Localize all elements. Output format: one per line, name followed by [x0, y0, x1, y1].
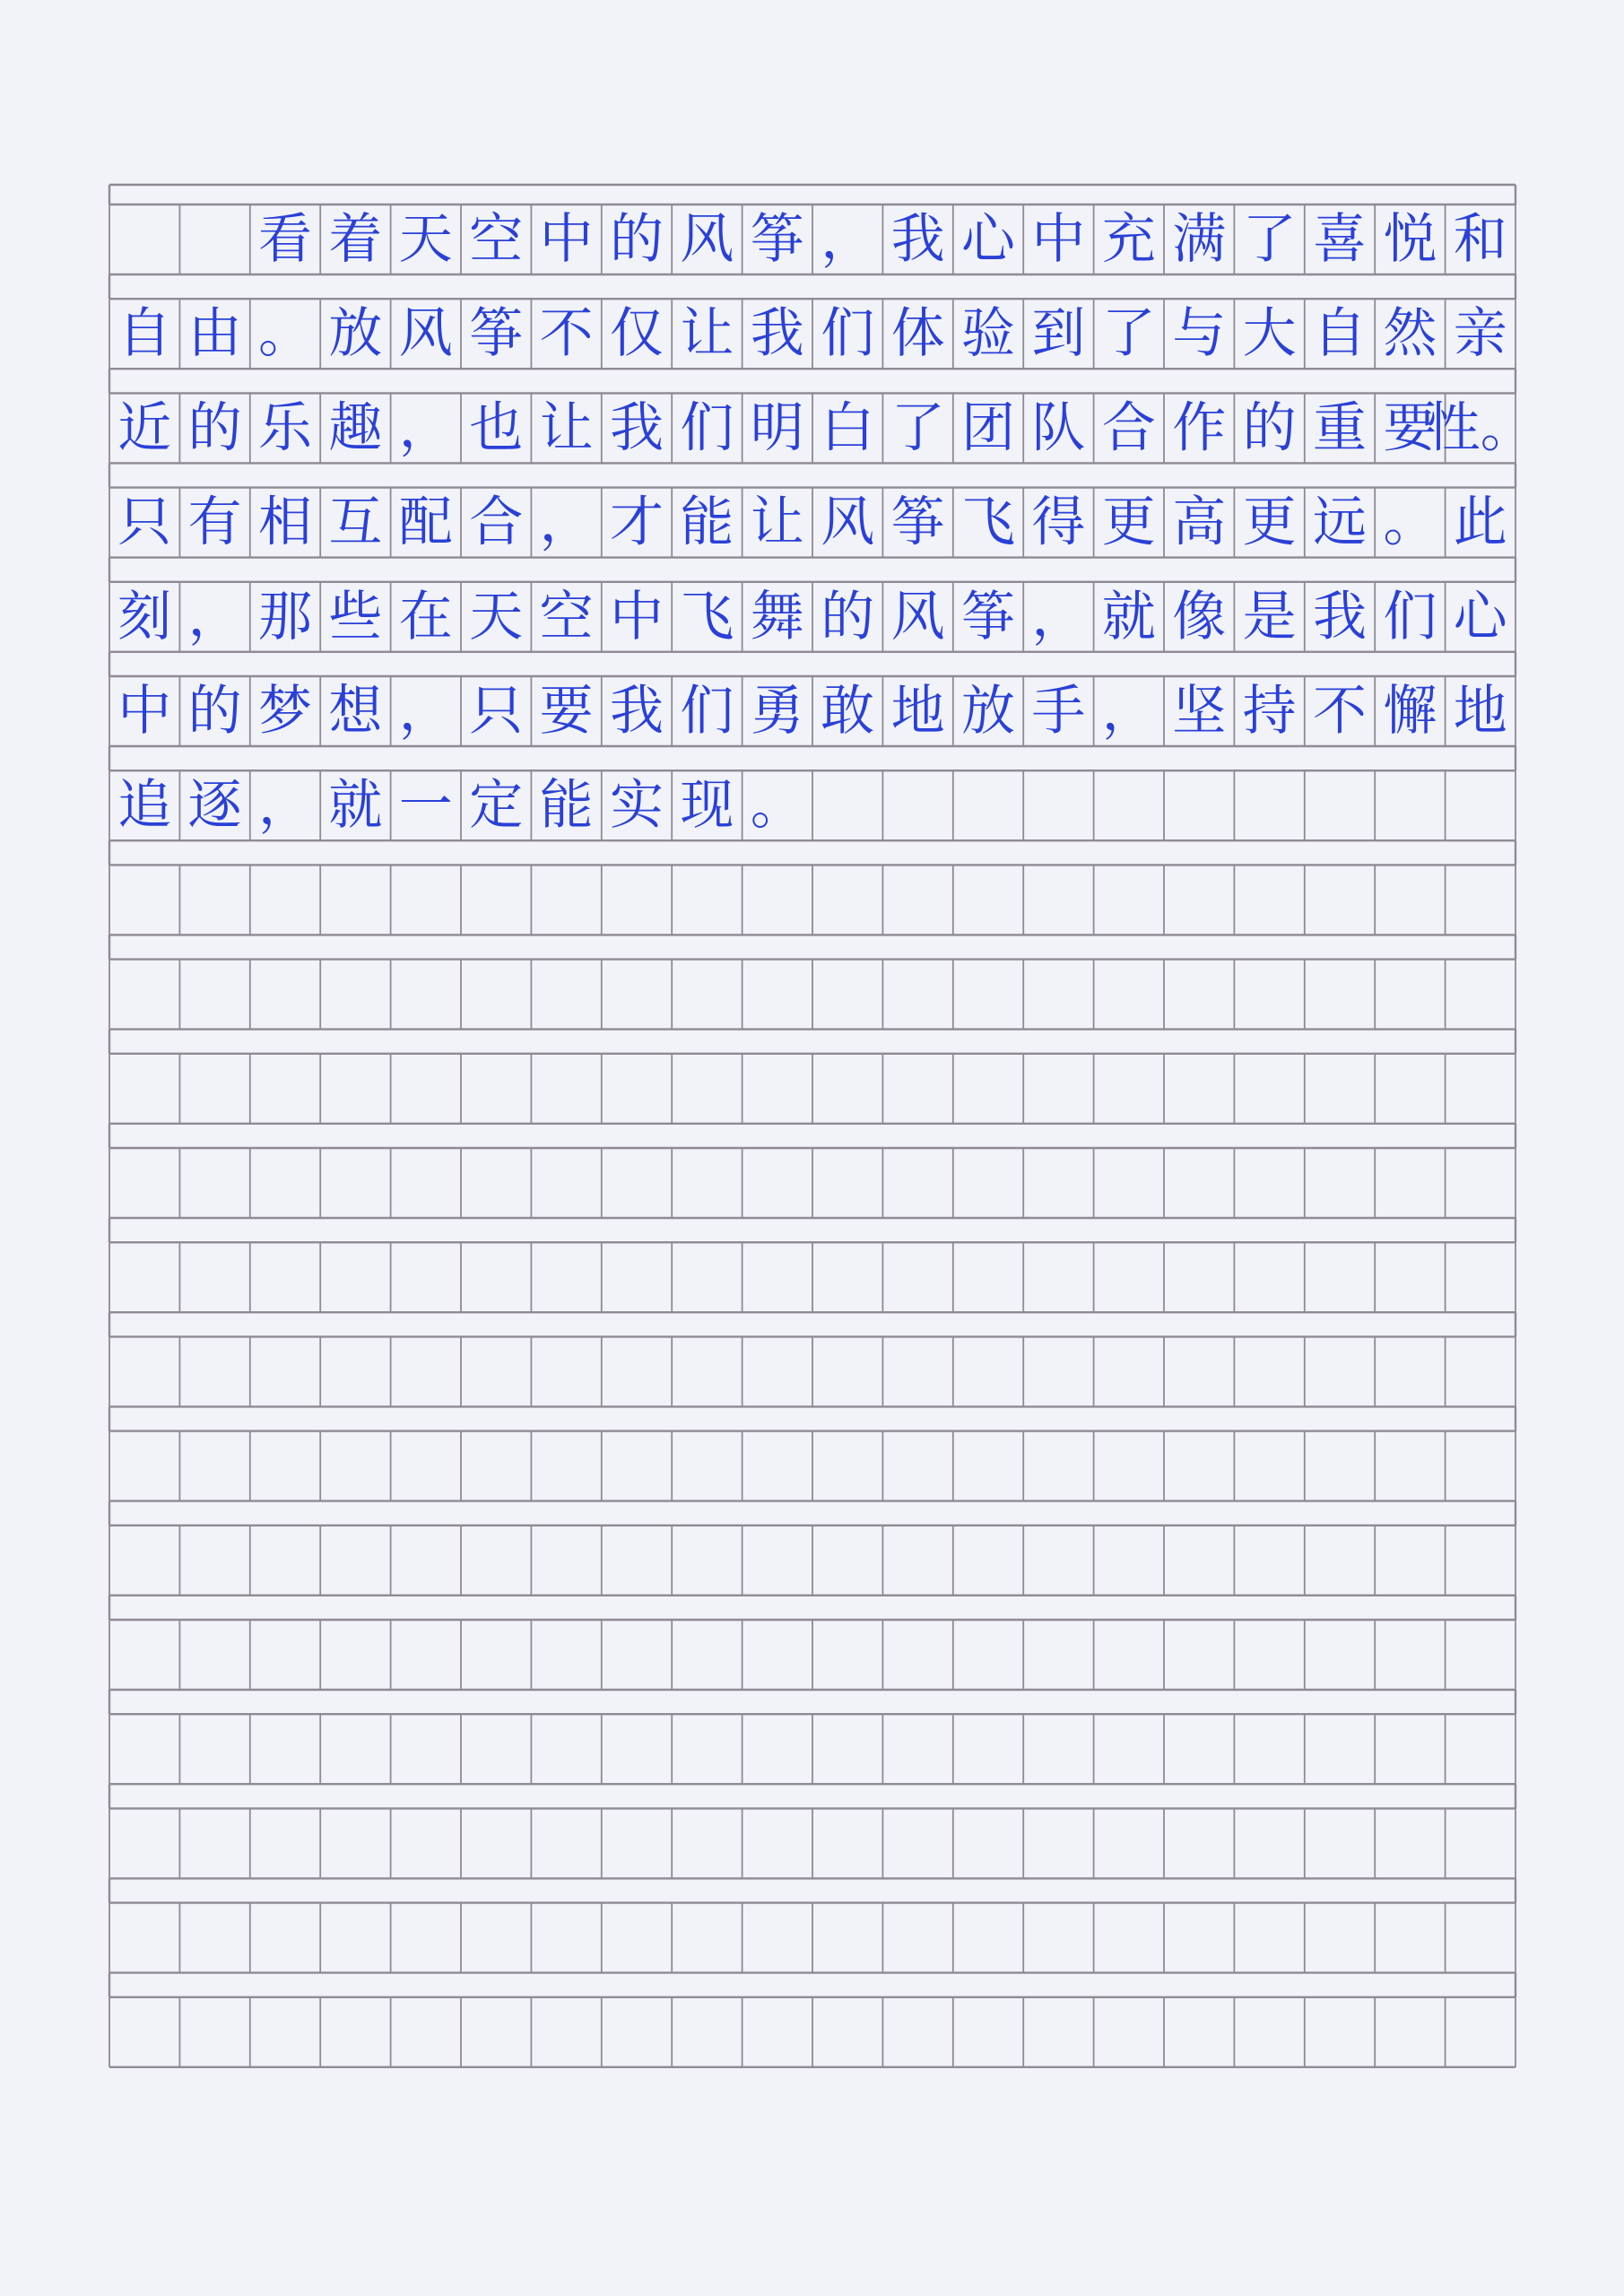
essay-character: 此	[1453, 491, 1507, 554]
essay-character: 一	[398, 774, 453, 838]
essay-character: 我	[610, 396, 664, 460]
essay-character: 更	[1101, 491, 1156, 554]
essay-character: 。	[750, 774, 804, 838]
essay-character: 逐	[187, 774, 242, 838]
essay-character: 。	[258, 302, 312, 366]
essay-character: 梦	[258, 680, 312, 743]
essay-character: 仅	[610, 302, 664, 366]
essay-character: 追	[117, 774, 172, 838]
essay-character: 放	[328, 302, 383, 366]
essay-character: ，	[821, 208, 875, 271]
essay-character: 让	[750, 491, 804, 554]
essay-character: 让	[539, 396, 594, 460]
essay-character: 到	[1031, 302, 1086, 366]
essay-character: 天	[469, 585, 524, 648]
essay-character: 我	[610, 680, 664, 743]
essay-character: 些	[328, 585, 383, 648]
essay-character: 自	[1313, 302, 1367, 366]
essay-character: ，	[398, 396, 453, 460]
essay-character: 互	[328, 491, 383, 554]
essay-character: 也	[469, 396, 524, 460]
essay-character: 体	[890, 302, 945, 366]
essay-character: 实	[610, 774, 664, 838]
essay-character: 趣	[328, 396, 383, 460]
essay-character: 明	[750, 396, 804, 460]
essay-character: 定	[469, 774, 524, 838]
essay-character: 远	[1313, 491, 1367, 554]
essay-character: 们	[680, 680, 734, 743]
essay-character: 队	[1031, 396, 1086, 460]
essay-character: 大	[1242, 302, 1297, 366]
essay-character: 才	[610, 491, 664, 554]
essay-character: 我	[890, 208, 945, 271]
essay-character: ，	[1031, 585, 1086, 648]
essay-character: 了	[1242, 208, 1297, 271]
essay-character: 高	[1172, 491, 1227, 554]
essay-character: 手	[1031, 680, 1086, 743]
essay-character: 在	[398, 585, 453, 648]
essay-character: 充	[1101, 208, 1156, 271]
essay-character: 团	[961, 396, 1015, 460]
essay-character: 白	[821, 396, 875, 460]
essay-character: 风	[680, 208, 734, 271]
essay-character: 得	[1031, 491, 1086, 554]
essay-character: 自	[117, 302, 172, 366]
essay-character: 中	[117, 680, 172, 743]
essay-character: 的	[610, 208, 664, 271]
essay-character: 由	[187, 302, 242, 366]
essay-character: 能	[539, 774, 594, 838]
essay-character: ，	[258, 774, 312, 838]
essay-character: ，	[539, 491, 594, 554]
essay-character: 风	[398, 302, 453, 366]
essay-character: 不	[1313, 680, 1367, 743]
essay-character: 。	[1383, 491, 1437, 554]
essay-character: 我	[1313, 585, 1367, 648]
essay-character: 勇	[750, 680, 804, 743]
essay-character: 放	[961, 680, 1015, 743]
essay-character: 空	[469, 208, 524, 271]
essay-character: 飞	[961, 491, 1015, 554]
essay-character: 筝	[961, 585, 1015, 648]
essay-character: ，	[398, 680, 453, 743]
essay-character: 心	[1453, 585, 1507, 648]
essay-character: 就	[1101, 585, 1156, 648]
essay-character: 合	[469, 491, 524, 554]
essay-character: 筝	[469, 302, 524, 366]
essay-character: 是	[1242, 585, 1297, 648]
essay-character: 了	[1101, 302, 1156, 366]
essay-character: 更	[1242, 491, 1297, 554]
essay-character: 敢	[821, 680, 875, 743]
essay-character: 们	[1383, 585, 1437, 648]
essay-character: 我	[750, 302, 804, 366]
essay-character: 只	[117, 491, 172, 554]
essay-character: 地	[1453, 680, 1507, 743]
essay-character: 就	[328, 774, 383, 838]
essay-character: 要	[539, 680, 594, 743]
essay-character: 悦	[1383, 208, 1437, 271]
essay-character: 想	[328, 680, 383, 743]
essay-character: 飞	[680, 585, 734, 648]
essay-character: 的	[821, 585, 875, 648]
essay-character: 坚	[1172, 680, 1227, 743]
essay-character: 中	[1031, 208, 1086, 271]
essay-character: 重	[1313, 396, 1367, 460]
essay-character: 作	[1172, 396, 1227, 460]
essay-character: 刻	[117, 585, 172, 648]
essay-character: 只	[469, 680, 524, 743]
essay-character: 相	[258, 491, 312, 554]
essay-character: 亲	[1453, 302, 1507, 366]
essay-character: 舞	[750, 585, 804, 648]
essay-character: 风	[821, 491, 875, 554]
essay-character: 像	[1172, 585, 1227, 648]
essay-character: 筝	[890, 491, 945, 554]
essay-character: 和	[1453, 208, 1507, 271]
essay-character: 验	[961, 302, 1015, 366]
essay-character: 地	[890, 680, 945, 743]
essay-character: 天	[398, 208, 453, 271]
essay-character: 然	[1383, 302, 1437, 366]
essay-character: 那	[258, 585, 312, 648]
essay-character: 合	[1101, 396, 1156, 460]
essay-character: 配	[398, 491, 453, 554]
essay-character: 与	[1172, 302, 1227, 366]
essay-character: 的	[1242, 396, 1297, 460]
essay-character: 的	[187, 396, 242, 460]
essay-character: 的	[187, 680, 242, 743]
essay-character: 着	[328, 208, 383, 271]
essay-character: 筝	[750, 208, 804, 271]
essay-character: 看	[258, 208, 312, 271]
essay-character: 要	[1383, 396, 1437, 460]
essay-character: 能	[680, 491, 734, 554]
essay-character: 性。	[1426, 396, 1534, 460]
essay-character: 们	[680, 396, 734, 460]
essay-character: 现	[680, 774, 734, 838]
essay-character: 不	[539, 302, 594, 366]
essay-character: 中	[610, 585, 664, 648]
essay-character: 有	[187, 491, 242, 554]
essay-character: 懈	[1383, 680, 1437, 743]
essay-character: 中	[539, 208, 594, 271]
essay-character: 满	[1172, 208, 1227, 271]
essay-character: 心	[961, 208, 1015, 271]
essay-character: 持	[1242, 680, 1297, 743]
essay-character: 让	[680, 302, 734, 366]
essay-character: 乐	[258, 396, 312, 460]
essay-character: ，	[187, 585, 242, 648]
essay-character: 喜	[1313, 208, 1367, 271]
essay-character: 风	[890, 585, 945, 648]
essay-character: 空	[539, 585, 594, 648]
essay-character: 近	[117, 396, 172, 460]
essay-character: 了	[890, 396, 945, 460]
essay-character: ，	[1101, 680, 1156, 743]
essay-character: 们	[821, 302, 875, 366]
